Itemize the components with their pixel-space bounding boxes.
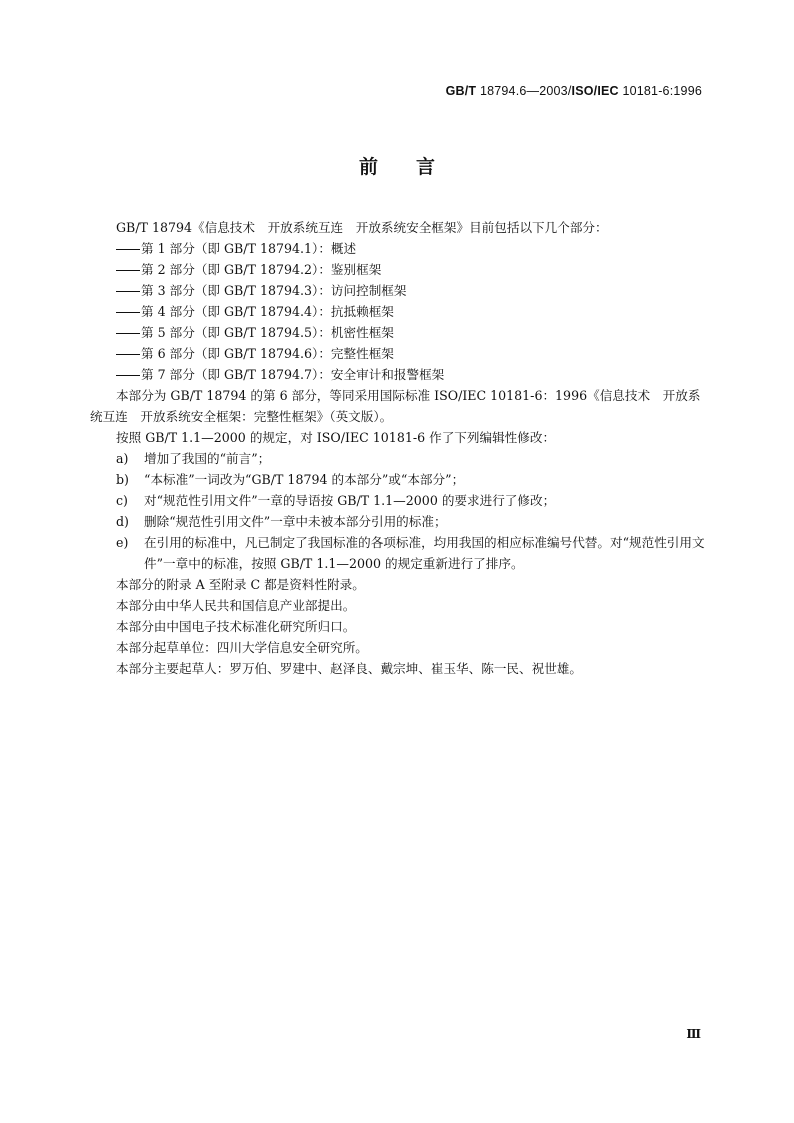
part-item (90, 301, 706, 322)
part-item (90, 259, 706, 280)
part-item-text: 第 6 部分（即 GB/T 18794.6）：完整性框架 (141, 346, 394, 361)
managed-paragraph: 本部分由中国电子技术标准化研究所归口。 (116, 619, 356, 634)
intro-paragraph: GB/T 18794《信息技术 开放系统互连 开放系统安全框架》目前包括以下几个部分： (116, 220, 608, 235)
edit-item (90, 490, 706, 511)
edit-item-marker: a) (116, 451, 129, 466)
iso-number: 10181-6:1996 (618, 84, 702, 98)
part-item-text: 第 1 部分（即 GB/T 18794.1）：概述 (141, 241, 357, 256)
part-item-text: 第 7 部分（即 GB/T 18794.7）：安全审计和报警框架 (141, 367, 445, 382)
part-item (90, 343, 706, 364)
gb-number: 18794.6—2003/ (476, 84, 572, 98)
adoption-paragraph: 本部分为 GB/T 18794 的第 6 部分，等同采用国际标准 ISO/IEC 10181-6：1996《信息技术 开放系统互连 开放系统安全框架：完整性框架》（英文版）。 (90, 388, 701, 424)
edit-item (90, 511, 706, 532)
foreword-body (90, 217, 706, 679)
edit-item (90, 469, 706, 490)
page-number: Ⅲ (686, 1027, 701, 1041)
part-item (90, 280, 706, 301)
iso-prefix: ISO/IEC (571, 84, 619, 98)
part-item (90, 238, 706, 259)
edit-item-text: 对“规范性引用文件”一章的导语按 GB/T 1.1—2000 的要求进行了修改； (144, 493, 556, 508)
title-char-1: 前 (358, 156, 378, 178)
part-item-text: 第 3 部分（即 GB/T 18794.3）：访问控制框架 (141, 283, 407, 298)
gb-prefix: GB/T (445, 84, 477, 98)
edit-item-text: 删除“规范性引用文件”一章中未被本部分引用的标准； (144, 514, 447, 529)
page-title (0, 152, 794, 179)
edit-item-text: 在引用的标准中，凡已制定了我国标准的各项标准，均用我国的相应标准编号代替。对“规范性引用文件”一章中的标准，按照 GB/T 1.1—2000 的规定重新进行了排序。 (144, 535, 705, 571)
part-item (90, 322, 706, 343)
title-char-2: 言 (416, 156, 436, 178)
part-item-text: 第 2 部分（即 GB/T 18794.2）：鉴别框架 (141, 262, 382, 277)
part-item-text: 第 4 部分（即 GB/T 18794.4）：抗抵赖框架 (141, 304, 394, 319)
edit-item-marker: c) (116, 493, 128, 508)
drafting-unit-paragraph: 本部分起草单位：四川大学信息安全研究所。 (116, 640, 368, 655)
part-item (90, 364, 706, 385)
edit-item-text: 增加了我国的“前言”； (144, 451, 271, 466)
part-item-text: 第 5 部分（即 GB/T 18794.5）：机密性框架 (141, 325, 394, 340)
standard-code-header (446, 84, 702, 98)
edit-item (90, 532, 706, 574)
edit-item-marker: d) (116, 514, 129, 529)
edit-item-text: “本标准”一词改为“GB/T 18794 的本部分”或“本部分”； (144, 472, 465, 487)
annex-paragraph: 本部分的附录 A 至附录 C 都是资料性附录。 (116, 577, 365, 592)
edit-item-marker: b) (116, 472, 129, 487)
edit-item (90, 448, 706, 469)
drafters-paragraph: 本部分主要起草人：罗万伯、罗建中、赵泽良、戴宗坤、崔玉华、陈一民、祝世雄。 (116, 661, 582, 676)
proposed-paragraph: 本部分由中华人民共和国信息产业部提出。 (116, 598, 356, 613)
edits-intro-paragraph: 按照 GB/T 1.1—2000 的规定，对 ISO/IEC 10181-6 作了下列编辑性修改： (116, 430, 556, 445)
edit-item-marker: e) (116, 535, 129, 550)
